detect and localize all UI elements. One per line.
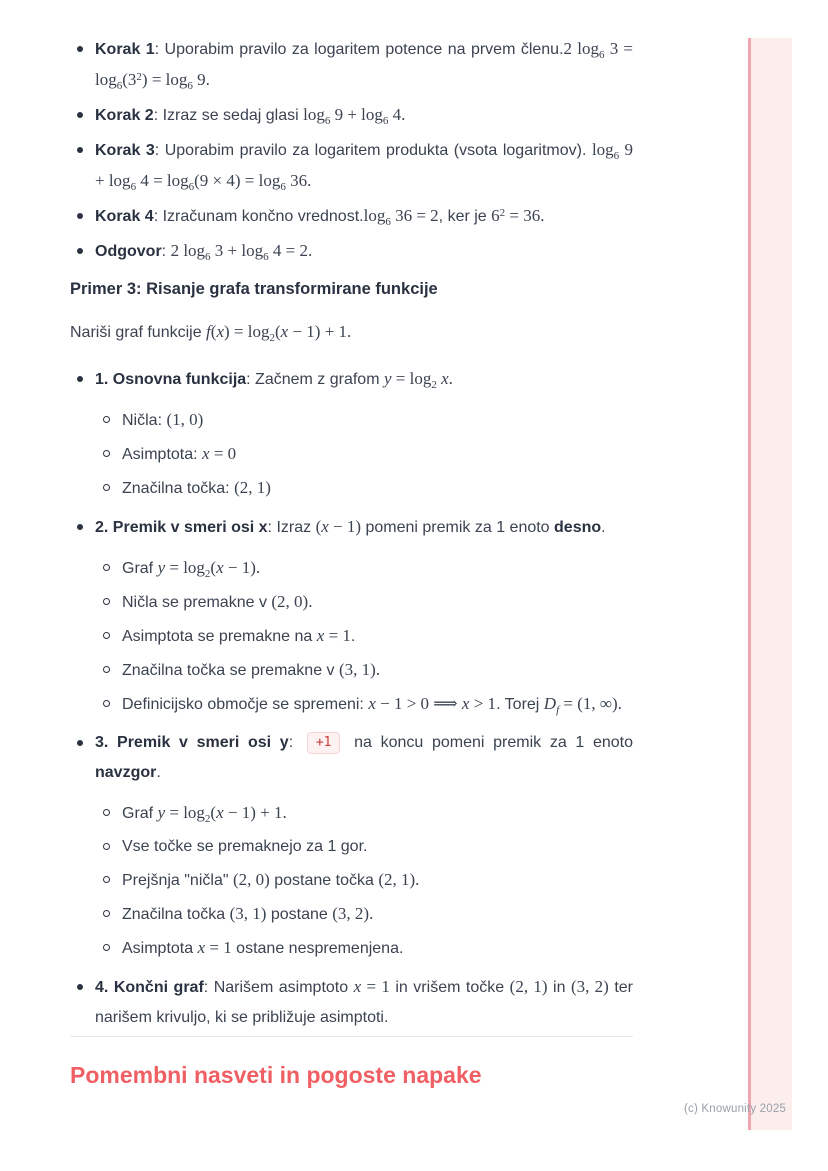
text-run: ) = log bbox=[224, 322, 270, 341]
text-run: y bbox=[383, 369, 392, 388]
text-run: Nariši graf funkcije bbox=[70, 324, 207, 341]
text-run: Značilna točka: bbox=[122, 480, 235, 497]
text-run: x bbox=[202, 444, 210, 463]
list-item bbox=[70, 512, 633, 720]
text-run: = log bbox=[391, 369, 432, 388]
text-run: (2, 0) bbox=[232, 870, 270, 889]
text-run: : Narišem asimptoto bbox=[203, 979, 354, 996]
text-run: ( bbox=[210, 558, 217, 577]
text-run: y bbox=[157, 803, 166, 822]
text-run: : Uporabim pravilo za logaritem produkta (vsota logaritmov). bbox=[154, 142, 592, 159]
text-run: x bbox=[216, 558, 224, 577]
text-run: 6 bbox=[382, 115, 389, 127]
text-run: x bbox=[353, 977, 362, 996]
sub-list-item bbox=[95, 899, 633, 930]
text-run: pomeni premik za 1 enoto bbox=[361, 519, 555, 536]
task-statement bbox=[70, 317, 633, 348]
text-run: f bbox=[556, 704, 560, 716]
worked-example-steps-list bbox=[70, 34, 633, 267]
text-run: 9. bbox=[192, 70, 210, 89]
sub-list-item bbox=[95, 553, 633, 584]
sub-list-item bbox=[95, 621, 633, 652]
text-run: Značilna točka bbox=[122, 906, 230, 923]
sub-list-item bbox=[95, 473, 633, 504]
text-run: 2 log bbox=[170, 241, 206, 260]
step-list-item bbox=[70, 34, 633, 96]
text-run: (3, 2) bbox=[570, 977, 609, 996]
text-run: . Torej bbox=[496, 696, 544, 713]
text-run: = 36. bbox=[505, 206, 545, 225]
text-run: x bbox=[216, 803, 224, 822]
text-run: 6 bbox=[598, 49, 605, 61]
text-run: y bbox=[157, 558, 166, 577]
text-run: in bbox=[547, 979, 571, 996]
text-run: (1, 0) bbox=[166, 410, 204, 429]
text-run: : Začnem z grafom bbox=[246, 371, 384, 388]
text-run: Asimptota bbox=[122, 940, 198, 957]
text-run: : Uporabim pravilo za logaritem potence na prvem členu. bbox=[154, 41, 564, 58]
text-run: Asimptota: bbox=[122, 446, 203, 463]
text-run: Značilna točka se premakne v bbox=[122, 662, 339, 679]
sub-list bbox=[95, 798, 633, 964]
text-run: 2. Premik v smeri osi x bbox=[95, 519, 268, 536]
text-run: 2 log bbox=[563, 39, 599, 58]
text-run: 36. bbox=[285, 171, 312, 190]
text-run: D bbox=[543, 694, 557, 713]
text-run: Korak 2 bbox=[95, 107, 154, 124]
text-run: desno bbox=[554, 519, 602, 536]
text-run: 3. Premik v smeri osi y bbox=[95, 734, 289, 751]
copyright-watermark: (c) Knowunity 2025 bbox=[684, 1103, 787, 1115]
text-run: x bbox=[197, 938, 206, 957]
step-list-item bbox=[70, 236, 633, 267]
text-run: : Izračunam končno vrednost. bbox=[153, 208, 364, 225]
text-run: 6 bbox=[263, 251, 269, 263]
text-run: 36 = 2 bbox=[390, 206, 439, 225]
text-run: = log bbox=[165, 558, 205, 577]
text-run: (2, 1). bbox=[378, 870, 420, 889]
text-run: 6 bbox=[613, 150, 620, 162]
sub-list-item bbox=[95, 587, 633, 618]
text-run: 6 bbox=[280, 181, 286, 193]
text-run: 4 = 2. bbox=[268, 241, 313, 260]
text-run: = 1 bbox=[324, 626, 351, 645]
graph-transformation-list bbox=[70, 364, 633, 1033]
text-run: 2 bbox=[204, 568, 211, 580]
tips-section-heading: Pomembni nasveti in pogoste napake bbox=[70, 1062, 482, 1088]
text-run: (3 bbox=[122, 70, 137, 89]
text-run: > 1 bbox=[469, 694, 497, 713]
list-item bbox=[70, 364, 633, 504]
text-run: 4. bbox=[388, 105, 406, 124]
text-run: − 1) + 1. bbox=[288, 322, 352, 341]
text-run: log bbox=[303, 105, 325, 124]
text-run: : bbox=[288, 734, 302, 751]
text-run: − 1) + 1. bbox=[223, 803, 287, 822]
text-run: 3 + log bbox=[210, 241, 264, 260]
step-list-item bbox=[70, 201, 633, 232]
text-run: = 1 bbox=[361, 977, 390, 996]
text-run: − 1). bbox=[223, 558, 261, 577]
text-run: ( bbox=[315, 517, 322, 536]
text-run: 3 = log bbox=[95, 39, 633, 89]
list-item bbox=[70, 728, 633, 964]
text-run: : Izraz bbox=[267, 519, 316, 536]
text-run: ) = log bbox=[141, 70, 188, 89]
text-run: 1. Osnovna funkcija bbox=[95, 371, 247, 388]
text-run: postane bbox=[266, 906, 333, 923]
text-run: x bbox=[368, 694, 376, 713]
text-run: (9 × 4) = log bbox=[194, 171, 281, 190]
text-run: 4. Končni graf bbox=[95, 979, 204, 996]
text-run: = 0 bbox=[209, 444, 237, 463]
text-run: Ničla se premakne v bbox=[122, 594, 272, 611]
text-run: Korak 1 bbox=[95, 41, 155, 58]
text-run: . bbox=[156, 764, 161, 781]
page-edge-highlight-bar bbox=[748, 38, 792, 1130]
text-run: 6 bbox=[130, 181, 137, 193]
document-content-column bbox=[70, 34, 633, 1041]
text-run: 2 bbox=[204, 813, 211, 825]
text-run: Odgovor bbox=[95, 243, 162, 260]
text-run: postane točka bbox=[269, 872, 379, 889]
text-run: = (1, ∞). bbox=[559, 694, 622, 713]
text-run: 2 bbox=[136, 71, 142, 83]
text-run: log bbox=[591, 140, 614, 159]
text-run: ( bbox=[210, 803, 217, 822]
text-run: − 1) bbox=[328, 517, 362, 536]
text-run: 2 bbox=[269, 332, 275, 344]
text-run: : Izraz se sedaj glasi bbox=[153, 107, 304, 124]
text-run: in vrišem točke bbox=[389, 979, 510, 996]
text-run: x bbox=[316, 626, 325, 645]
text-run: . bbox=[601, 519, 606, 536]
text-run: (2, 1) bbox=[509, 977, 548, 996]
text-run: Graf bbox=[122, 805, 158, 822]
text-run: . bbox=[448, 369, 453, 388]
sub-list-item bbox=[95, 832, 633, 862]
text-run: . bbox=[350, 628, 356, 645]
text-run: (3, 1). bbox=[339, 660, 381, 679]
text-run: 6 bbox=[385, 216, 391, 228]
sub-list-item bbox=[95, 798, 633, 829]
text-run: (3, 2). bbox=[332, 904, 374, 923]
text-run: 6 bbox=[116, 80, 123, 92]
text-run: Asimptota se premakne na bbox=[122, 628, 317, 645]
text-run: 2 bbox=[499, 207, 506, 219]
sub-list-item bbox=[95, 405, 633, 436]
text-run: 6 bbox=[188, 181, 195, 193]
text-run: Ničla: bbox=[122, 412, 167, 429]
text-run: x bbox=[441, 369, 449, 388]
plus-one-badge: +1 bbox=[307, 732, 341, 754]
text-run: : bbox=[161, 243, 171, 260]
text-run: (2, 0). bbox=[271, 592, 313, 611]
text-run: = 1 bbox=[205, 938, 232, 957]
text-run: log bbox=[363, 206, 386, 225]
text-run: Prejšnja "ničla" bbox=[122, 872, 233, 889]
example-3-heading: Primer 3: Risanje grafa transformirane funkcije bbox=[70, 280, 438, 298]
section-divider bbox=[70, 1036, 633, 1037]
text-run: ( bbox=[274, 322, 281, 341]
text-run: 4 = log bbox=[136, 171, 189, 190]
text-run: 9 + log bbox=[95, 140, 633, 190]
text-run: (3, 1) bbox=[229, 904, 267, 923]
text-run: f bbox=[206, 322, 211, 341]
sub-list-item bbox=[95, 655, 633, 686]
text-run: navzgor bbox=[95, 764, 157, 781]
text-run: = log bbox=[165, 803, 205, 822]
sub-list-item bbox=[95, 865, 633, 896]
text-run: Graf bbox=[122, 560, 158, 577]
text-run: 2 bbox=[431, 379, 437, 391]
text-run: 9 + log bbox=[330, 105, 383, 124]
sub-list bbox=[95, 405, 633, 504]
sub-list-item bbox=[95, 933, 633, 964]
text-run: na koncu pomeni premik za 1 enoto bbox=[345, 734, 634, 751]
text-run: 6 bbox=[205, 251, 211, 263]
sub-list-item bbox=[95, 689, 633, 720]
text-run: , ker je bbox=[438, 208, 492, 225]
text-run: x bbox=[461, 694, 470, 713]
text-run: 6 bbox=[491, 206, 500, 225]
text-run: 6 bbox=[187, 80, 193, 92]
text-run: x bbox=[321, 517, 329, 536]
text-run: Korak 4 bbox=[95, 208, 154, 225]
text-run: ostane nespremenjena. bbox=[231, 940, 404, 957]
text-run: Korak 3 bbox=[95, 142, 155, 159]
text-run: 6 bbox=[324, 115, 331, 127]
text-run: ( bbox=[210, 322, 217, 341]
list-item bbox=[70, 972, 633, 1033]
sub-list bbox=[95, 553, 633, 720]
text-run: ter narišem krivuljo, ki se približuje asimptoti. bbox=[95, 979, 634, 1026]
text-run: Definicijsko območje se spremeni: bbox=[122, 696, 369, 713]
text-run: x bbox=[280, 322, 289, 341]
text-run: Vse točke se premaknejo za 1 gor. bbox=[122, 838, 368, 855]
text-run: x bbox=[216, 322, 224, 341]
sub-list-item bbox=[95, 439, 633, 470]
step-list-item bbox=[70, 135, 633, 197]
step-list-item bbox=[70, 100, 633, 131]
text-run: − 1 > 0 ⟹ bbox=[375, 694, 462, 713]
text-run: (2, 1) bbox=[234, 478, 271, 497]
